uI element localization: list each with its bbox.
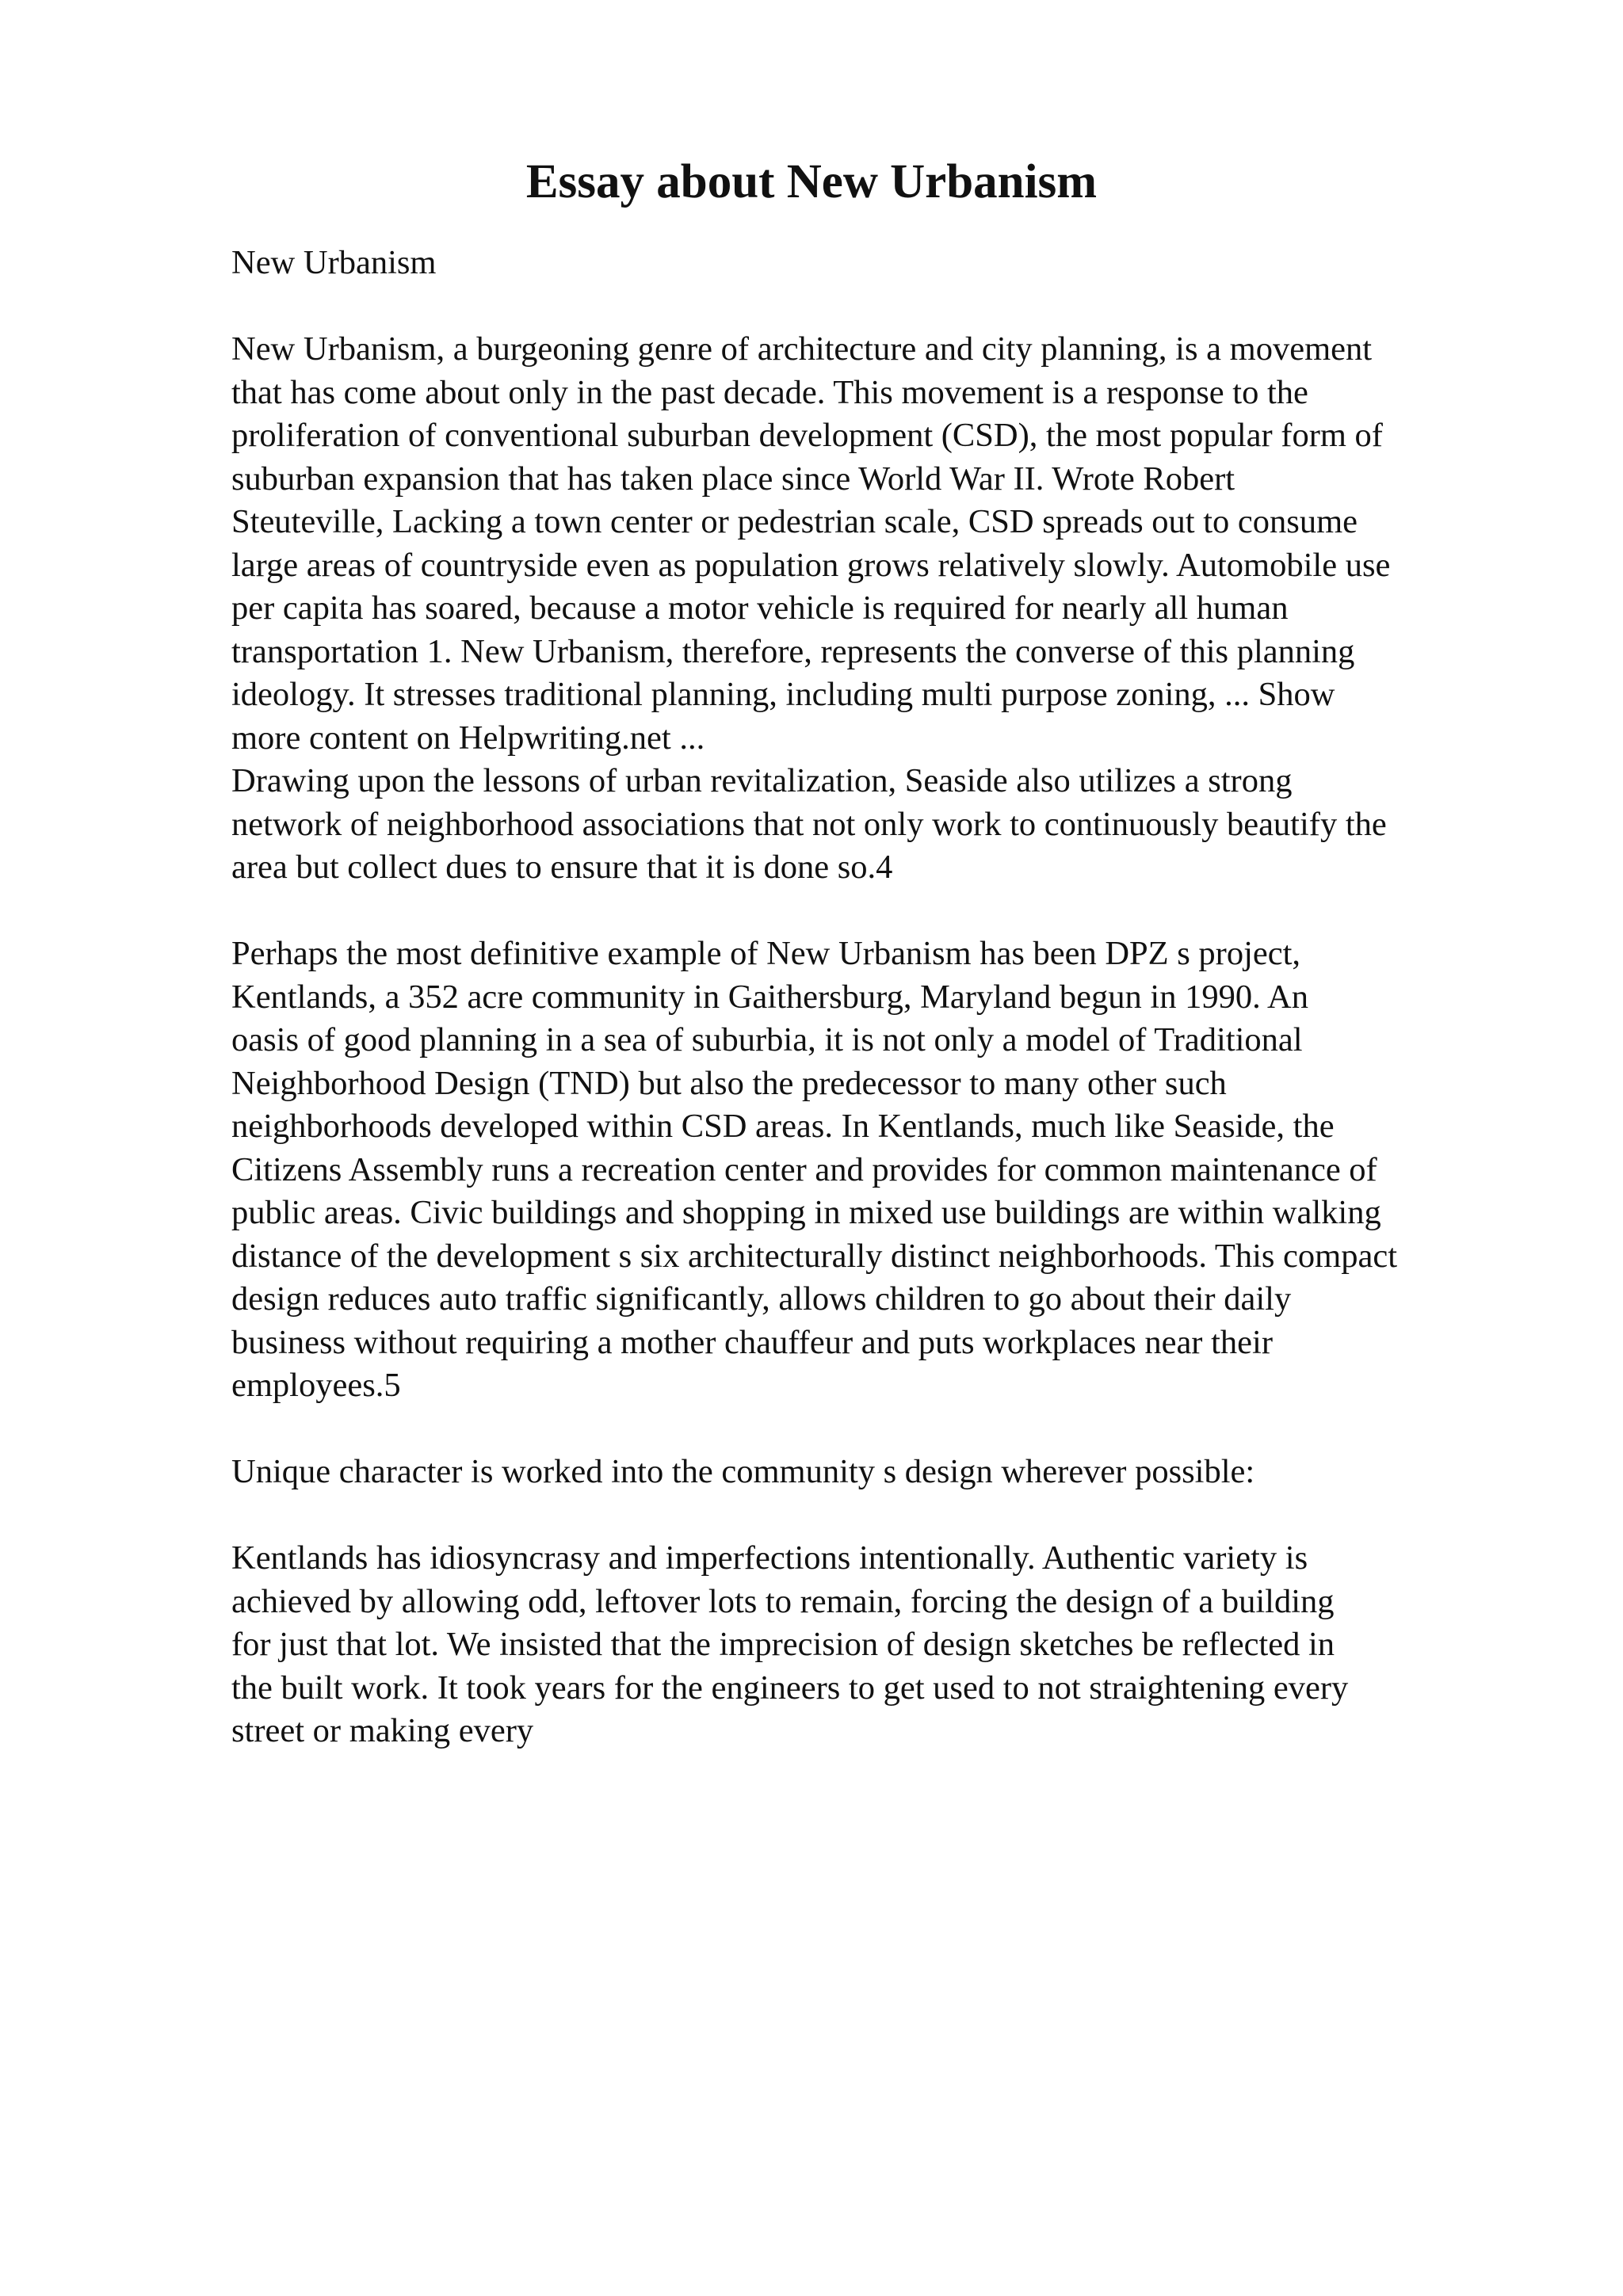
text-line: Neighborhood Design (TND) but also the predecessor to many other such (231, 1064, 1227, 1102)
text-line: for just that lot. We insisted that the imprecision of design sketches be reflected in (231, 1626, 1335, 1663)
paragraph-3 (231, 933, 1531, 1408)
text-line: network of neighborhood associations that not only work to continuously beautify the (231, 805, 1387, 843)
document-body (231, 242, 1531, 1753)
text-line: Steuteville, Lacking a town center or pedestrian scale, CSD spreads out to consume (231, 503, 1358, 540)
document-title: Essay about New Urbanism (525, 155, 1098, 208)
text-line: business without requiring a mother chauffeur and puts workplaces near their (231, 1323, 1273, 1361)
text-line: Citizens Assembly runs a recreation center and provides for common maintenance of (231, 1150, 1377, 1188)
text-line: ideology. It stresses traditional planning, including multi purpose zoning, ... Show (231, 676, 1335, 713)
paragraph-5 (231, 1537, 1531, 1753)
text-line: Drawing upon the lessons of urban revitalization, Seaside also utilizes a strong (231, 762, 1293, 799)
paragraph-4 (231, 1451, 1531, 1494)
text-line: distance of the development s six architecturally distinct neighborhoods. This compact (231, 1237, 1398, 1275)
text-line: per capita has soared, because a motor vehicle is required for nearly all human (231, 589, 1289, 627)
text-line: proliferation of conventional suburban development (CSD), the most popular form of (231, 417, 1383, 454)
text-line: Kentlands has idiosyncrasy and imperfections intentionally. Authentic variety is (231, 1539, 1308, 1577)
text-line: public areas. Civic buildings and shopping in mixed use buildings are within walking (231, 1194, 1381, 1231)
text-line: neighborhoods developed within CSD areas. In Kentlands, much like Seaside, the (231, 1108, 1335, 1145)
text-line: transportation 1. New Urbanism, therefore, represents the converse of this planning (231, 632, 1355, 670)
text-line: Unique character is worked into the community s design wherever possible: (231, 1453, 1255, 1490)
paragraph-1 (231, 328, 1531, 760)
text-line: design reduces auto traffic significantly, allows children to go about their daily (231, 1280, 1292, 1318)
text-line: suburban expansion that has taken place since World War II. Wrote Robert (231, 460, 1235, 498)
text-line: area but collect dues to ensure that it is done so.4 (231, 849, 893, 886)
paragraph-spacer (231, 285, 1531, 329)
paragraph-spacer (231, 1408, 1531, 1451)
paragraph-spacer (231, 890, 1531, 933)
paragraph-2 (231, 760, 1531, 890)
text-line: large areas of countryside even as population grows relatively slowly. Automobile use (231, 546, 1391, 584)
text-line: more content on Helpwriting.net ... (231, 719, 705, 757)
text-line: Kentlands, a 352 acre community in Gaithersburg, Maryland begun in 1990. An (231, 978, 1308, 1016)
text-line: employees.5 (231, 1367, 401, 1404)
text-line: that has come about only in the past decade. This movement is a response to the (231, 373, 1308, 411)
text-line: oasis of good planning in a sea of suburbia, it is not only a model of Traditional (231, 1021, 1303, 1058)
text-line: street or making every (231, 1712, 534, 1749)
paragraph-spacer (231, 1494, 1531, 1538)
text-line: Perhaps the most definitive example of New Urbanism has been DPZ s project, (231, 935, 1301, 972)
text-line: the built work. It took years for the engineers to get used to not straightening every (231, 1669, 1349, 1707)
text-line: achieved by allowing odd, leftover lots to remain, forcing the design of a building (231, 1582, 1335, 1620)
document-subtitle: New Urbanism (231, 244, 437, 281)
text-line: New Urbanism, a burgeoning genre of architecture and city planning, is a movement (231, 330, 1373, 368)
